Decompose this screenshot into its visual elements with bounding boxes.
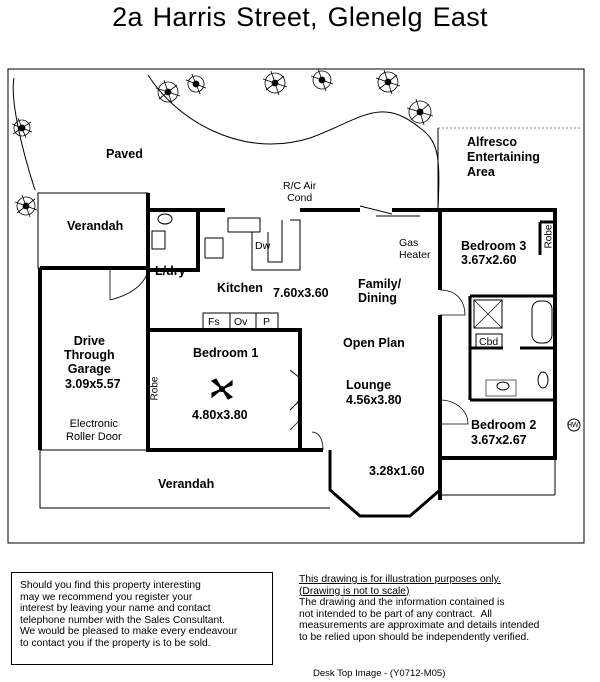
page-title: 2a Harris Street, Glenelg East: [112, 2, 488, 32]
disclaimer-line1: This drawing is for illustration purposes only.: [299, 574, 501, 585]
kitchen-size: 7.60x3.60: [273, 286, 329, 300]
shrubs: [12, 69, 433, 217]
paved-label: Paved: [106, 147, 143, 161]
shrub-4: [186, 74, 206, 94]
bedroom2-label: Bedroom 2: [471, 418, 537, 432]
oven-label: Ov: [234, 316, 248, 328]
register-interest-text: Should you find this property interesting may we recommend you register your interest by leaving your name and contact telephone number with the Sales Consultant. We would be pleased to make every endeavour to contact you if the property is to be sold.: [20, 580, 238, 649]
robe1-label: Robe: [149, 376, 161, 401]
cooktop: [205, 238, 223, 258]
verandah-bottom-label: Verandah: [158, 477, 215, 491]
trough: [152, 231, 165, 249]
bedroom3-label: Bedroom 3: [461, 239, 527, 253]
dishwasher-label: Dw: [255, 240, 271, 252]
disclaimer: [299, 574, 569, 644]
ceiling-fan-icon: [212, 379, 232, 399]
shrub-6: [311, 69, 333, 91]
bedroom2-size: 3.67x2.67: [471, 433, 527, 447]
shrub-5: [263, 71, 287, 95]
lounge-label: Lounge: [346, 378, 392, 392]
garage-size: 3.09x5.57: [65, 377, 121, 391]
open-plan-label: Open Plan: [343, 336, 405, 350]
gas-heater-label: Gas Heater: [399, 237, 431, 261]
sink: [228, 218, 260, 232]
robe3-label: Robe: [543, 224, 555, 249]
verandah-top-label: Verandah: [67, 219, 124, 233]
garage-label: Drive Through Garage: [64, 334, 115, 376]
bedroom1-label: Bedroom 1: [193, 346, 259, 360]
bath: [532, 301, 552, 343]
laundry-label: L/dry: [155, 264, 186, 278]
pantry-label: P: [263, 316, 271, 328]
register-interest-notice: [11, 572, 273, 665]
disclaimer-line2: (Drawing is not to scale): [299, 585, 410, 597]
lounge-size: 4.56x3.80: [346, 393, 402, 407]
disclaimer-body: The drawing and the information contained is not intended to be part of any contract. All measurements are approximate and details intended to be relied upon should be independently verified.: [299, 597, 540, 643]
hw-label: HW: [567, 422, 579, 429]
shrub-7: [376, 70, 400, 94]
shrub-2: [15, 195, 37, 217]
basin: [497, 382, 509, 390]
kitchen-label: Kitchen: [217, 281, 263, 295]
fridge-space-label: Fs: [208, 316, 220, 328]
alfresco-label: Alfresco Entertaining Area: [467, 135, 540, 179]
toilet-laundry: [158, 214, 172, 224]
shrub-1: [12, 118, 32, 138]
bay-window: [330, 450, 440, 516]
bedroom3-size: 3.67x2.60: [461, 253, 517, 267]
family-dining-label: Family/ Dining: [358, 277, 402, 305]
footer-reference: Desk Top Image - (Y0712-M05): [313, 668, 446, 679]
roller-door-label: Electronic Roller Door: [66, 418, 122, 443]
toilet-ensuite: [538, 372, 548, 388]
rc-air-label: R/C Air Cond: [283, 180, 317, 204]
bay-size: 3.28x1.60: [369, 464, 425, 478]
cupboard-label: Cbd: [479, 336, 499, 348]
bedroom1-size: 4.80x3.80: [192, 408, 248, 422]
